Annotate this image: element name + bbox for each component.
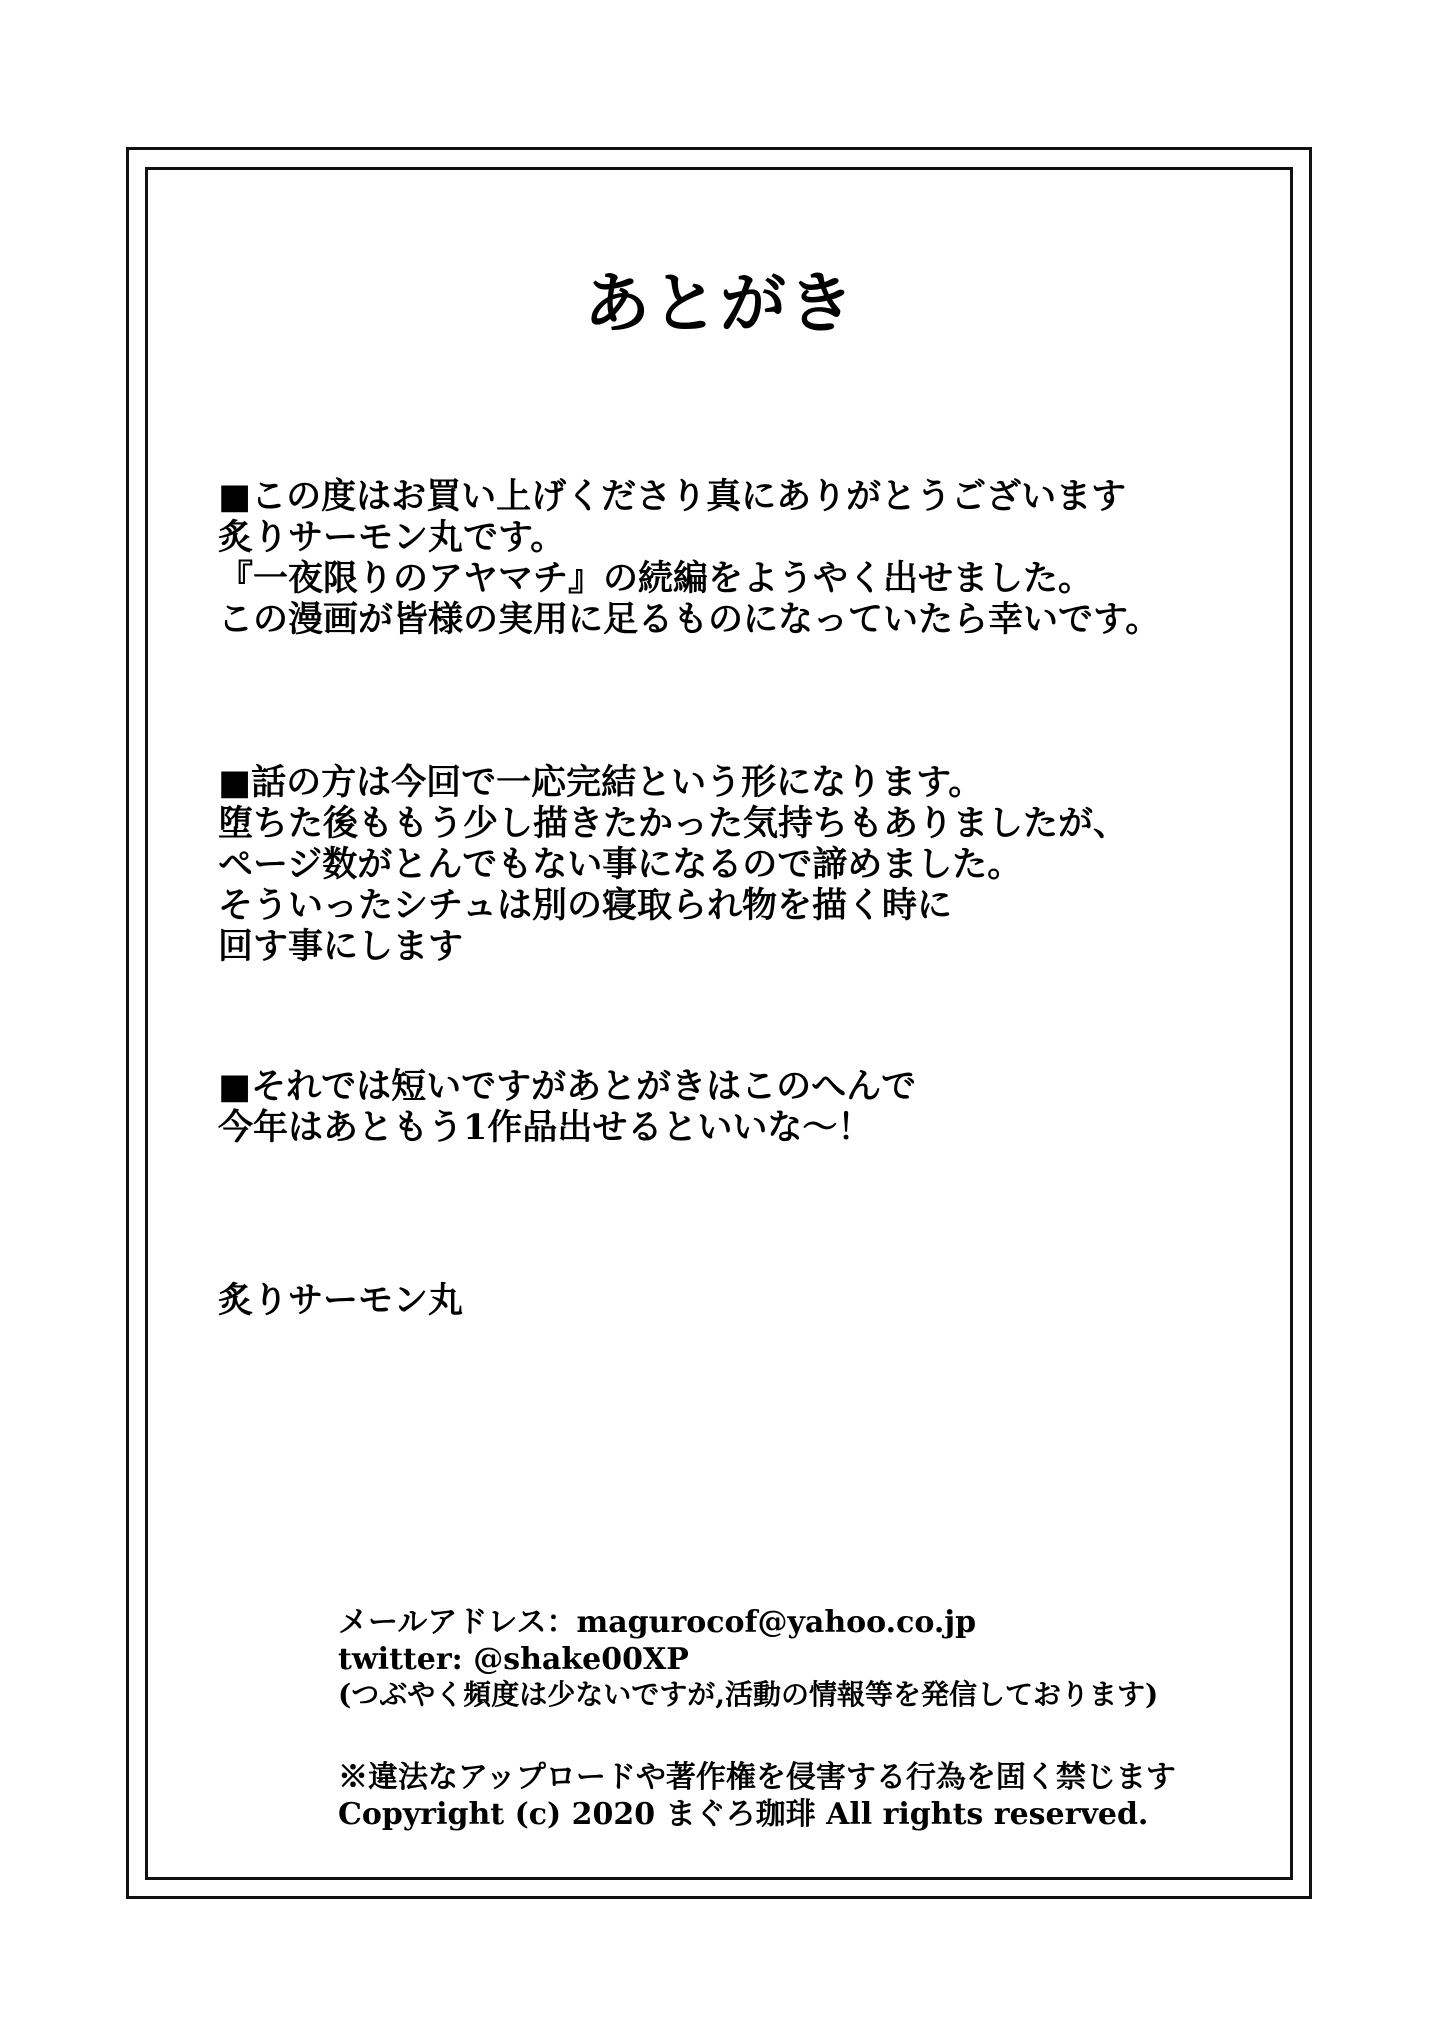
paragraph-line: この漫画が皆様の実用に足るものになっていたら幸いです。 (218, 598, 1161, 640)
paragraph-line: ■話の方は今回で一応完結という形になります。 (218, 762, 984, 803)
paragraph-line: 回す事にします (218, 925, 464, 967)
paragraph-line: 炙りサーモン丸です。 (218, 516, 566, 558)
author-signature: 炙りサーモン丸 (218, 1280, 464, 1321)
paragraph-line: ページ数がとんでもない事になるので諦めました。 (218, 843, 1023, 885)
paragraph-line: 今年はあともう1作品出せるといいな～！ (218, 1106, 873, 1148)
page-title: あとがき (584, 264, 856, 342)
email-address: メールアドレス：magurocof@yahoo.co.jp (338, 1605, 977, 1640)
contact-note: (つぶやく頻度は少ないですが,活動の情報等を発信しております) (338, 1678, 1159, 1712)
copyright-line: Copyright (c) 2020 まぐろ珈琲 All rights reserved. (338, 1797, 1149, 1833)
paragraph-line: 『一夜限りのアヤマチ』の続編をようやく出せました。 (218, 557, 1094, 599)
paragraph-line: ■この度はお買い上げくださり真にありがとうございます (218, 476, 1127, 517)
paragraph-line: 堕ちた後ももう少し描きたかった気持ちもありましたが、 (218, 802, 1129, 844)
copyright-warning: ※違法なアップロードや著作権を侵害する行為を固く禁じます (338, 1760, 1176, 1795)
legal-notice (338, 1759, 1176, 1833)
paragraph-line: ■それでは短いですがあとがきはこのへんで (218, 1066, 917, 1107)
afterword-section-3 (218, 1067, 1238, 1149)
afterword-section-2 (218, 763, 1238, 968)
afterword-section-1 (218, 477, 1238, 641)
paragraph-line: そういったシチュは別の寝取られ物を描く時に (218, 884, 952, 926)
twitter-handle: twitter: @shake00XP (338, 1642, 689, 1678)
contact-info (338, 1604, 1158, 1713)
